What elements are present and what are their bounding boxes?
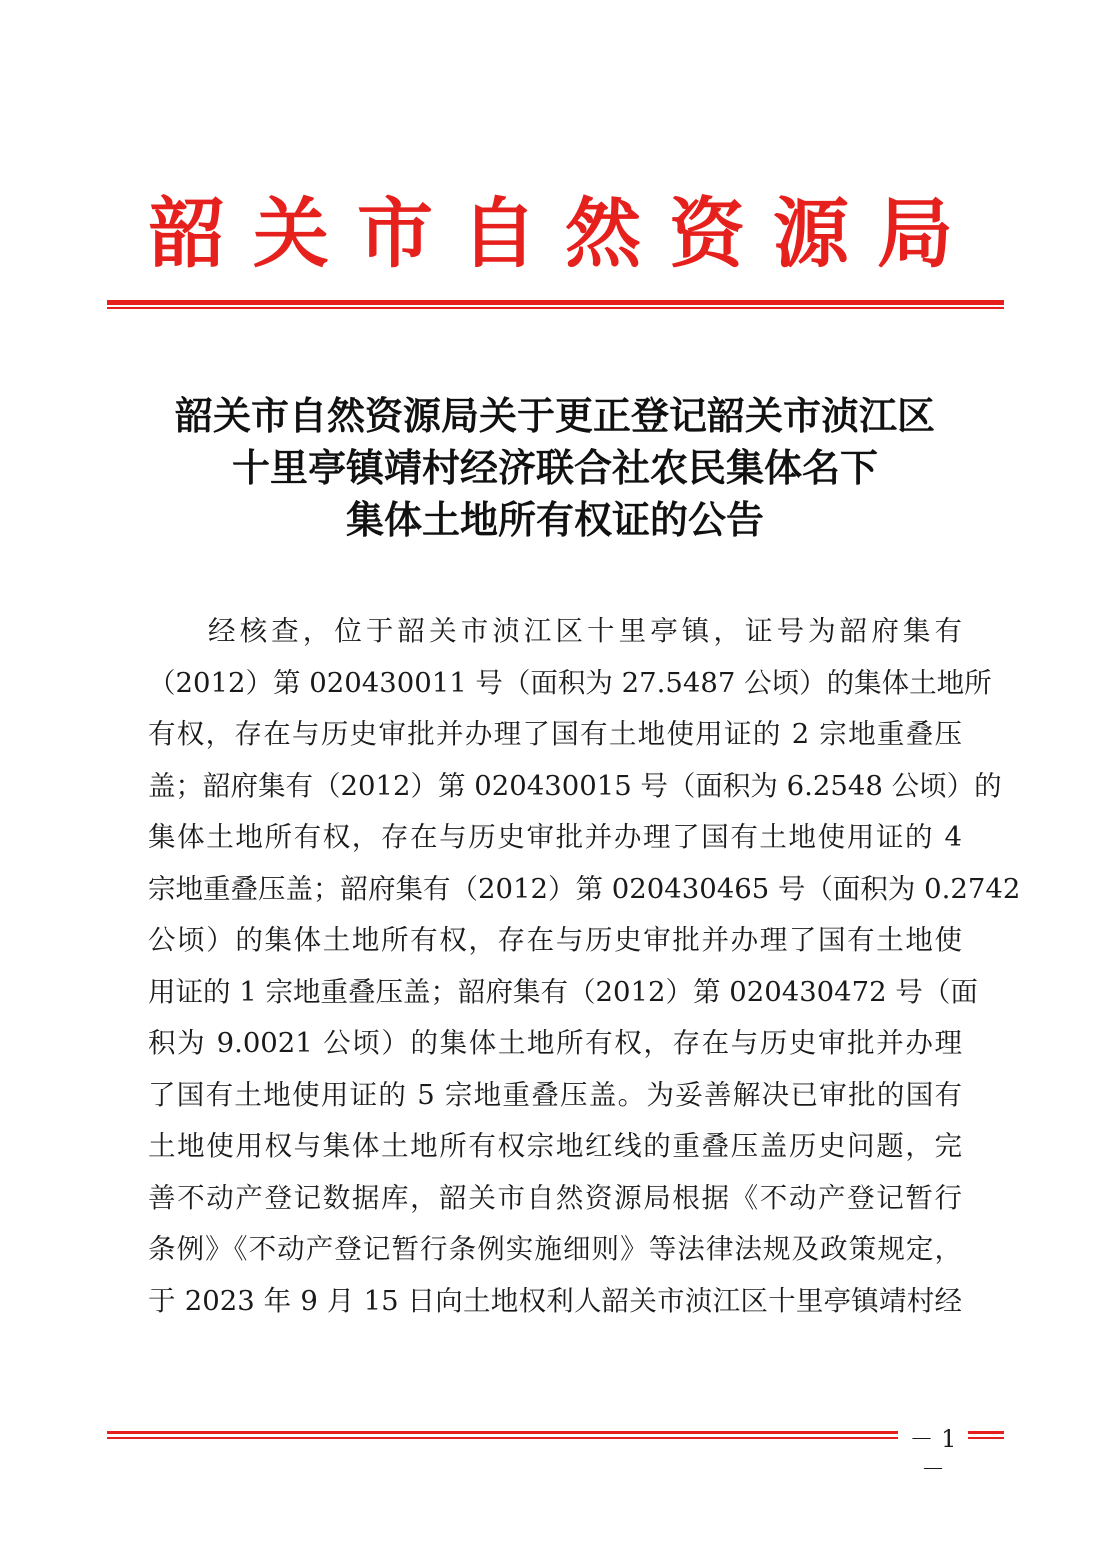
footer-rule-thick <box>107 1431 1004 1434</box>
document-body <box>148 606 1021 1327</box>
agency-header-title: 韶关市自然资源局 <box>149 189 981 278</box>
body-line: 于 2023 年 9 月 15 日向土地权利人韶关市浈江区十里亭镇靖村经 <box>148 1284 962 1317</box>
body-line: 盖；韶府集有（2012）第 020430015 号（面积为 6.2548 公顷）的 <box>148 769 1002 802</box>
document-title-line-3: 集体土地所有权证的公告 <box>345 497 764 542</box>
body-line: 有权，存在与历史审批并办理了国有土地使用证的 2 宗地重叠压 <box>148 718 962 750</box>
body-line: 了国有土地使用证的 5 宗地重叠压盖。为妥善解决已审批的国有 <box>148 1078 962 1111</box>
body-line: 经核查，位于韶关市浈江区十里亭镇，证号为韶府集有 <box>208 615 962 647</box>
document-title-line-1: 韶关市自然资源局关于更正登记韶关市浈江区 <box>174 393 935 438</box>
body-line: 土地使用权与集体土地所有权宗地红线的重叠压盖历史问题，完 <box>148 1130 962 1162</box>
body-line: 用证的 1 宗地重叠压盖；韶府集有（2012）第 020430472 号（面 <box>148 975 978 1008</box>
body-line: 积为 9.0021 公顷）的集体土地所有权，存在与历史审批并办理 <box>148 1027 962 1059</box>
footer-rule-thin <box>107 1437 1004 1439</box>
body-line: 集体土地所有权，存在与历史审批并办理了国有土地使用证的 4 <box>148 821 962 853</box>
body-line: 公顷）的集体土地所有权，存在与历史审批并办理了国有土地使 <box>148 924 962 956</box>
page-number: － 1 － <box>898 1424 968 1454</box>
header-rule-thin <box>107 307 1004 309</box>
document-title <box>100 390 1010 546</box>
document-title-line-2: 十里亭镇靖村经济联合社农民集体名下 <box>231 445 878 490</box>
body-line: 宗地重叠压盖；韶府集有（2012）第 020430465 号（面积为 0.2742 <box>148 872 1021 905</box>
header-rule-thick <box>107 300 1004 305</box>
body-line: 善不动产登记数据库，韶关市自然资源局根据《不动产登记暂行 <box>148 1181 962 1214</box>
body-line: 条例》《不动产登记暂行条例实施细则》等法律法规及政策规定， <box>148 1233 962 1265</box>
body-line: （2012）第 020430011 号（面积为 27.5487 公顷）的集体土地所 <box>148 666 992 699</box>
